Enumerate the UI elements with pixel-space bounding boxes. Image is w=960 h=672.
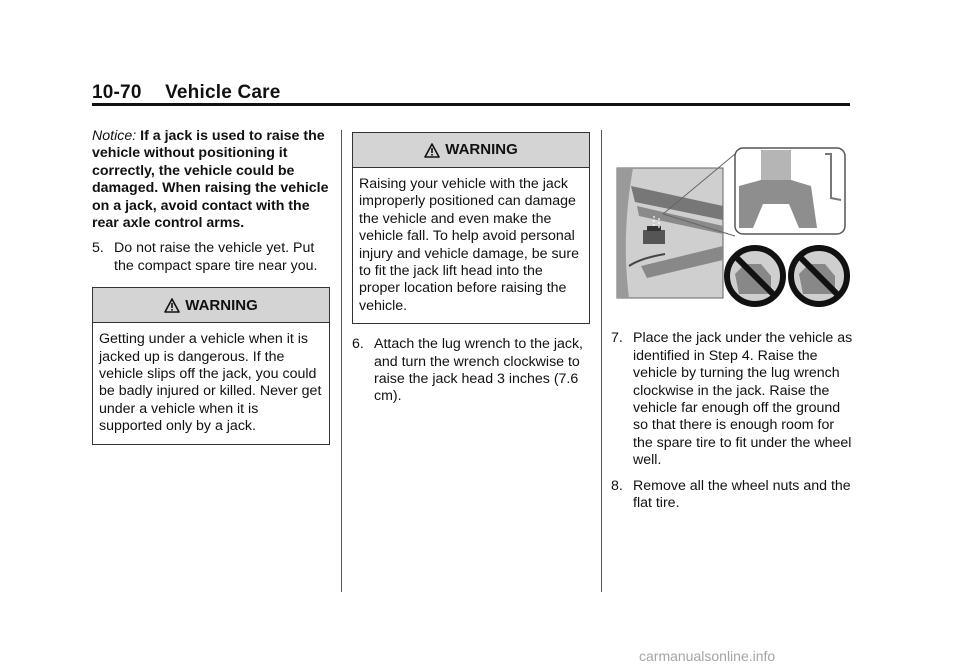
column-divider-1 (341, 130, 342, 592)
prohibited-icon (789, 246, 849, 306)
page-number: 10-70 (92, 82, 142, 103)
step-6 (352, 336, 590, 406)
step-number: 8. (611, 477, 623, 494)
section-title: Vehicle Care (165, 82, 281, 103)
warning-box-1 (92, 287, 330, 444)
column-1 (92, 128, 330, 445)
column-3 (611, 146, 856, 518)
step-text: Attach the lug wrench to the jack, and turn the wrench clockwise to raise the jack head 3 inches (7.6 cm). (374, 336, 583, 405)
step-5 (92, 240, 330, 275)
header-rule (92, 103, 850, 106)
warning-header (93, 288, 329, 323)
step-text: Place the jack under the vehicle as identified in Step 4. Raise the vehicle by turning the lug wrench clockwise in the jack. Raise the vehicle far enough off the ground so that there is enough room for the spare tire to fit under the wheel well. (633, 330, 853, 469)
warning-title: WARNING (445, 141, 518, 159)
warning-header (353, 133, 589, 168)
warning-box-2 (352, 132, 590, 324)
step-number: 6. (352, 336, 364, 353)
step-8 (611, 478, 856, 513)
step-text: Remove all the wheel nuts and the flat tire. (633, 477, 851, 512)
watermark-link[interactable]: carmanualsonline.info (639, 648, 776, 664)
warning-triangle-icon (424, 143, 440, 158)
warning-text: Raising your vehicle with the jack improperly positioned can damage the vehicle and even make the vehicle fall. To help avoid personal injury and vehicle damage, be sure to fit the jack lift head into the proper location before raising the vehicle. (359, 176, 580, 314)
jack-placement-illustration (611, 146, 856, 311)
step-text: Do not raise the vehicle yet. Put the compact spare tire near you. (114, 240, 318, 274)
notice-paragraph (92, 128, 330, 232)
notice-label: Notice: (92, 128, 137, 144)
column-2 (352, 132, 590, 412)
step-number: 5. (92, 240, 104, 257)
warning-triangle-icon (164, 298, 180, 313)
notice-text: If a jack is used to raise the vehicle without positioning it correctly, the vehicle could be damaged. When raising the vehicle on a jack, avoid contact with the rear axle control arms. (92, 128, 329, 232)
step-7 (611, 330, 856, 469)
warning-title: WARNING (185, 296, 258, 314)
prohibited-icon (725, 246, 785, 306)
page-header (92, 82, 281, 104)
column-divider-2 (601, 130, 602, 592)
warning-text: Getting under a vehicle when it is jacked up is dangerous. If the vehicle slips off the jack, you could be badly injured or killed. Never get under a vehicle when it is supported only by a jack. (99, 331, 322, 435)
step-number: 7. (611, 330, 623, 347)
